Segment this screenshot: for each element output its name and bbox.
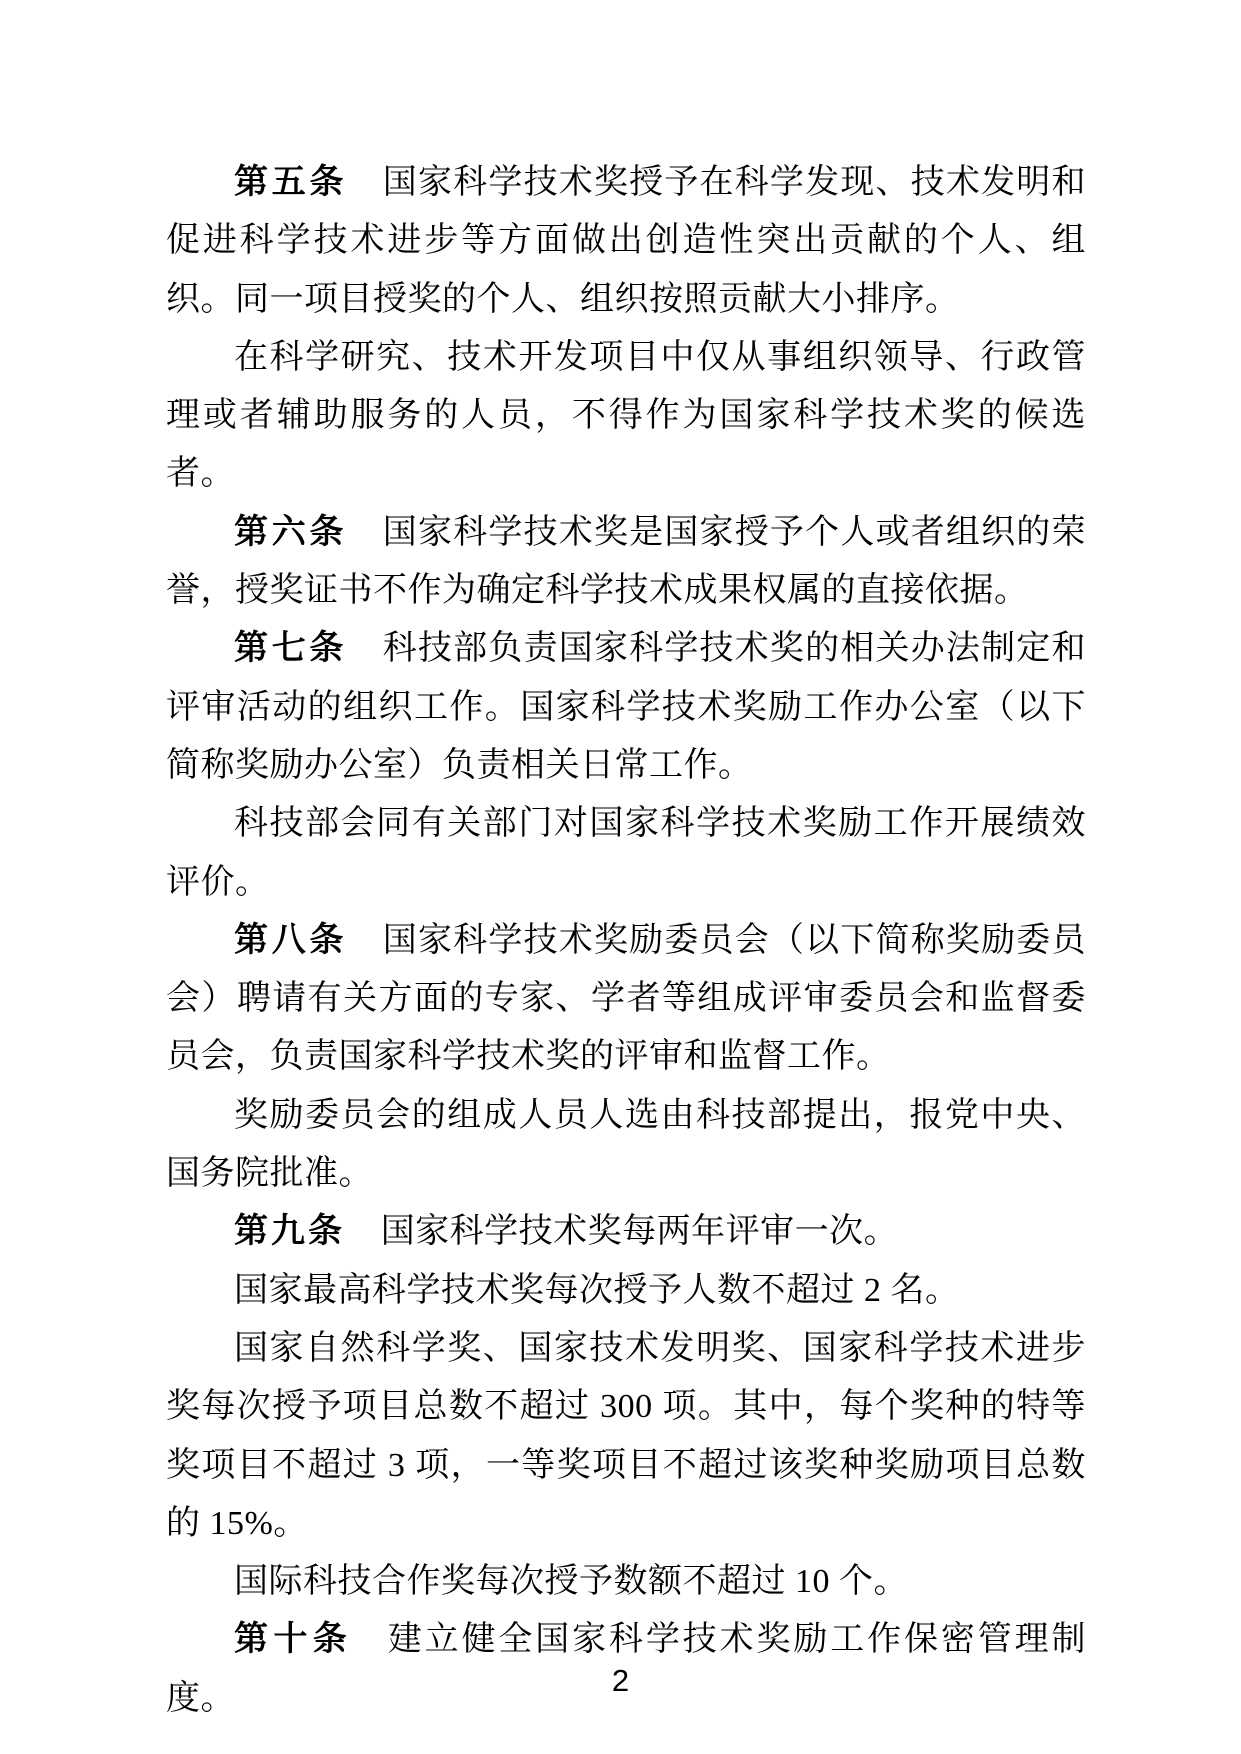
document-paragraph	[166, 1262, 1086, 1320]
paragraph-text: 国际科技合作奖每次授予数额不超过 10 个。	[234, 1563, 908, 1601]
paragraph-text: 在科学研究、技术开发项目中仅从事组织领导、行政管理或者辅助服务的人员，不得作为国家科学技术奖的候选者。	[166, 338, 1086, 493]
document-paragraph	[166, 504, 1086, 621]
article-number: 第八条	[234, 921, 348, 959]
article-number: 第九条	[234, 1213, 345, 1251]
paragraph-text: 奖励委员会的组成人员人选由科技部提出，报党中央、国务院批准。	[166, 1096, 1086, 1193]
paragraph-text: 国家科学技术奖授予在科学发现、技术发明和促进科学技术进步等方面做出创造性突出贡献的个人、组织。同一项目授奖的个人、组织按照贡献大小排序。	[166, 164, 1087, 318]
document-paragraph	[166, 329, 1086, 504]
paragraph-text: 国家科学技术奖是国家授予个人或者组织的荣誉，授奖证书不作为确定科学技术成果权属的直接依据。	[166, 513, 1087, 610]
document-paragraph	[166, 1553, 1086, 1611]
paragraph-text: 科技部会同有关部门对国家科学技术奖励工作开展绩效评价。	[166, 805, 1086, 901]
article-number: 第六条	[234, 513, 348, 551]
paragraph-text: 建立健全国家科学技术奖励工作保密管理制度。	[166, 1621, 1087, 1717]
document-paragraph	[166, 1320, 1086, 1553]
article-number: 第五条	[234, 164, 348, 201]
document-paragraph	[166, 1203, 1086, 1261]
document-paragraph	[166, 912, 1086, 1087]
paragraph-text: 国家科学技术奖励委员会（以下简称奖励委员会）聘请有关方面的专家、学者等组成评审委员会和监督委员会，负责国家科学技术奖的评审和监督工作。	[166, 921, 1087, 1076]
article-number: 第十条	[234, 1621, 353, 1659]
document-body	[166, 154, 1086, 1728]
article-number: 第七条	[234, 630, 348, 668]
document-paragraph	[166, 1087, 1086, 1204]
document-paragraph	[166, 795, 1086, 912]
paragraph-text: 国家最高科学技术奖每次授予人数不超过 2 名。	[234, 1271, 960, 1309]
paragraph-text: 国家自然科学奖、国家技术发明奖、国家科学技术进步奖每次授予项目总数不超过 300 项。其中，每个奖种的特等奖项目不超过 3 项，一等奖项目不超过该奖种奖励项目总数的 15%。	[166, 1329, 1086, 1542]
paragraph-text: 国家科学技术奖每两年评审一次。	[380, 1213, 899, 1251]
page-footer	[0, 1665, 1241, 1696]
document-paragraph	[166, 620, 1086, 795]
paragraph-text: 科技部负责国家科学技术奖的相关办法制定和评审活动的组织工作。国家科学技术奖励工作办公室（以下简称奖励办公室）负责相关日常工作。	[166, 630, 1087, 784]
page-number: 2	[611, 1663, 630, 1698]
document-paragraph	[166, 154, 1086, 329]
